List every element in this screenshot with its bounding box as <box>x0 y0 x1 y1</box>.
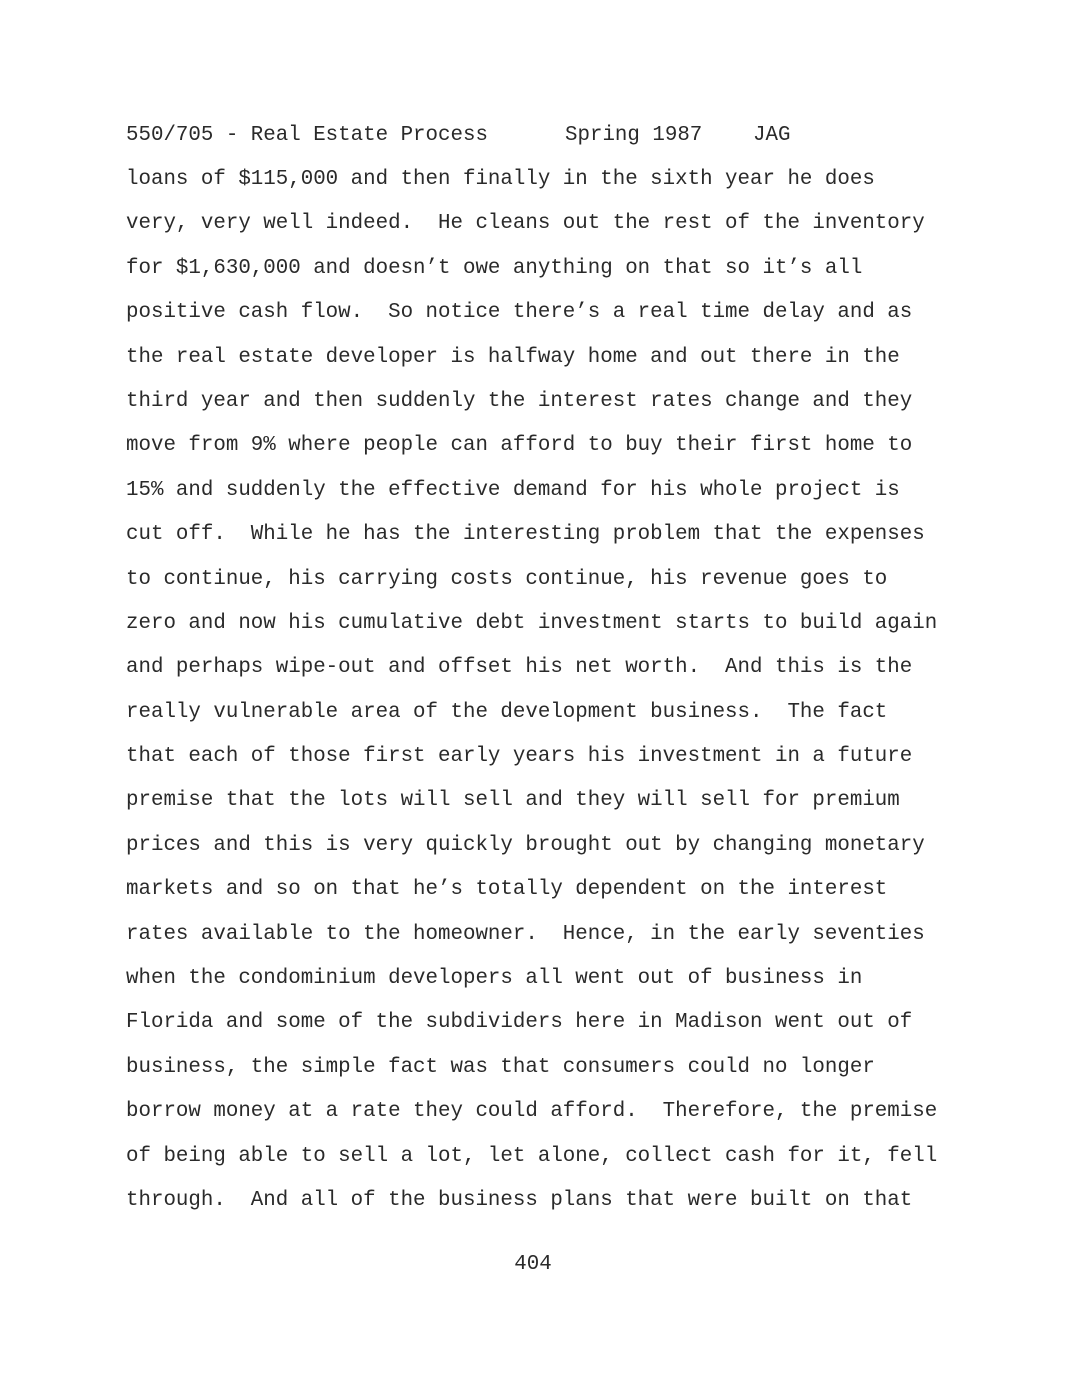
text-line: the real estate developer is halfway home and out there in the <box>126 345 900 369</box>
text-line: very, very well indeed. He cleans out the rest of the inventory <box>126 212 925 236</box>
text-line: markets and so on that he’s totally dependent on the interest <box>126 878 888 902</box>
text-line: when the condominium developers all went out of business in <box>126 967 863 991</box>
text-line: prices and this is very quickly brought out by changing monetary <box>126 833 925 857</box>
text-line: loans of $115,000 and then finally in the sixth year he does <box>126 168 875 191</box>
text-line: through. And all of the business plans that were built on that <box>126 1188 913 1212</box>
text-line: Florida and some of the subdividers here in Madison went out of <box>126 1011 913 1035</box>
text-line: zero and now his cumulative debt investment starts to build again <box>126 611 938 635</box>
header-initials: JAG <box>753 124 791 147</box>
text-line: premise that the lots will sell and they will sell for premium <box>126 789 900 813</box>
page-header <box>126 123 791 149</box>
text-line: really vulnerable area of the development business. The fact <box>126 700 888 724</box>
text-line: 15% and suddenly the effective demand for his whole project is <box>126 478 900 502</box>
text-line: of being able to sell a lot, let alone, collect cash for it, fell <box>126 1144 938 1168</box>
header-term: Spring 1987 <box>565 124 703 147</box>
text-line: rates available to the homeowner. Hence, in the early seventies <box>126 922 925 946</box>
text-line: for $1,630,000 and doesn’t owe anything on that so it’s all <box>126 256 863 280</box>
text-line: that each of those first early years his investment in a future <box>126 745 913 769</box>
transcript-body <box>126 167 956 1232</box>
text-line: positive cash flow. So notice there’s a real time delay and as <box>126 301 913 325</box>
text-line: borrow money at a rate they could afford. Therefore, the premise <box>126 1100 938 1124</box>
text-line: and perhaps wipe-out and offset his net worth. And this is the <box>126 656 913 680</box>
header-course-title: 550/705 - Real Estate Process <box>126 124 488 147</box>
text-line: business, the simple fact was that consumers could no longer <box>126 1055 875 1079</box>
text-line: cut off. While he has the interesting problem that the expenses <box>126 523 925 547</box>
text-line: third year and then suddenly the interest rates change and they <box>126 389 913 413</box>
text-line: move from 9% where people can afford to buy their first home to <box>126 434 913 458</box>
page-number: 404 <box>514 1253 552 1276</box>
text-line: to continue, his carrying costs continue, his revenue goes to <box>126 567 888 591</box>
